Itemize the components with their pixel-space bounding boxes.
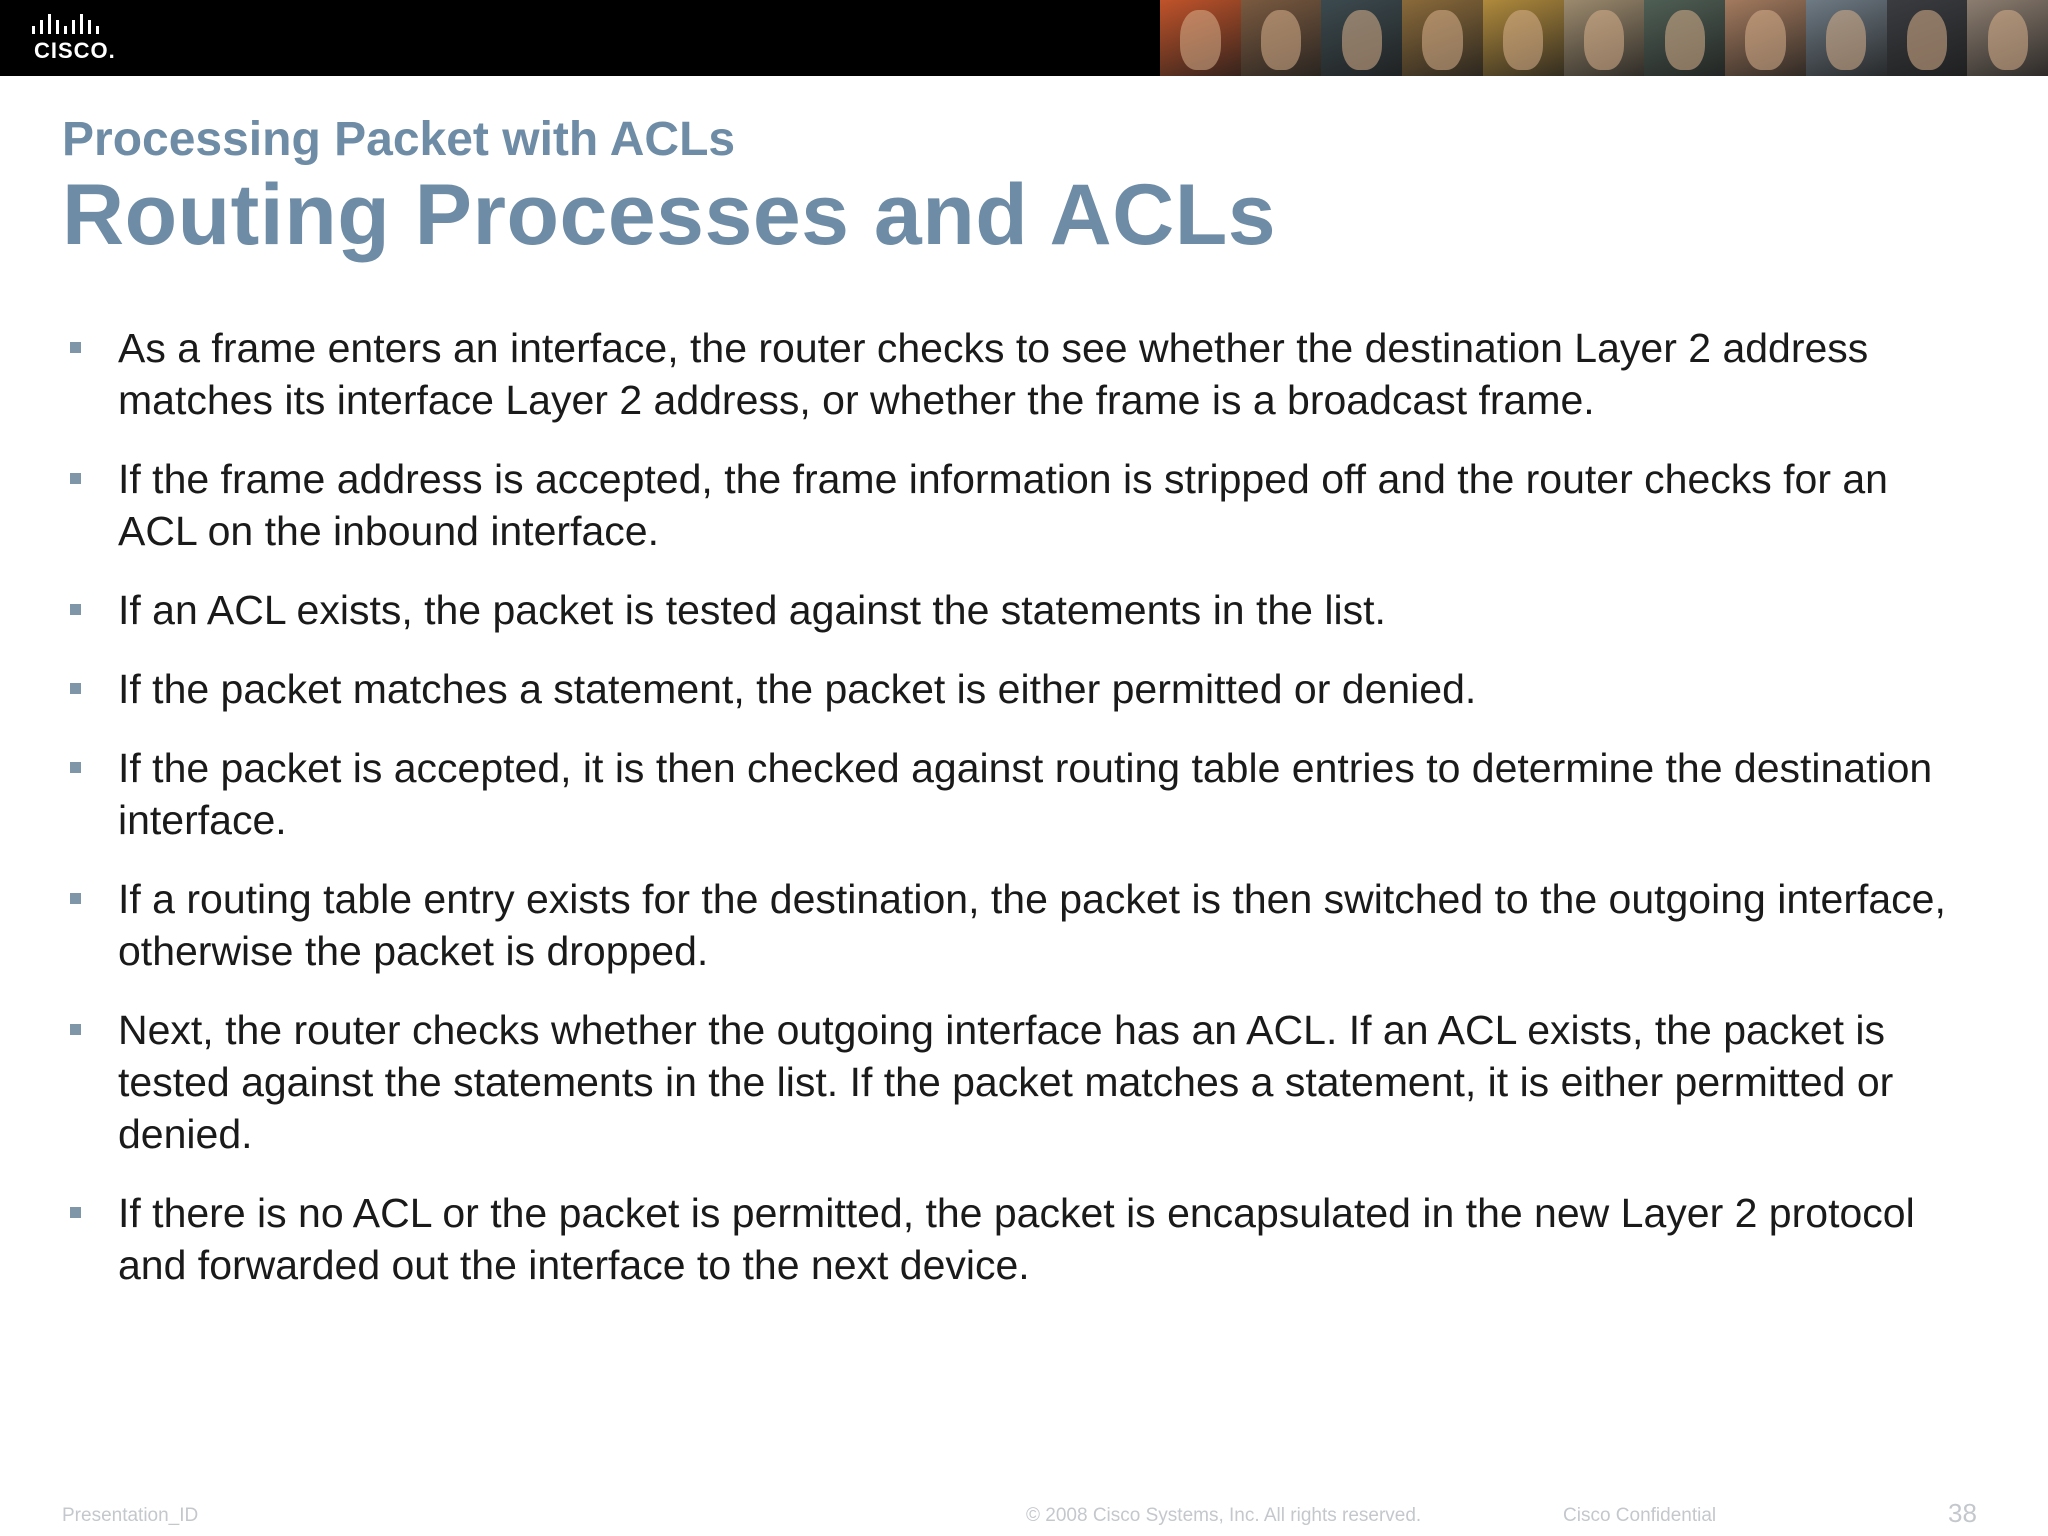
- bullet-text: If a routing table entry exists for the destination, the packet is then switched to the outgoing interface, otherwise the packet is dropped.: [118, 876, 1946, 974]
- photo-4: [1402, 0, 1483, 76]
- photo-10: [1887, 0, 1968, 76]
- photo-7: [1644, 0, 1725, 76]
- bullet-item: [70, 742, 1970, 846]
- photo-figure: [1422, 10, 1462, 70]
- bullet-text: As a frame enters an interface, the router checks to see whether the destination Layer 2 address matches its interface Layer 2 address, or whether the frame is a broadcast frame.: [118, 325, 1869, 423]
- bullet-square-icon: [70, 604, 81, 615]
- bullet-item: [70, 322, 1970, 426]
- photo-figure: [1665, 10, 1705, 70]
- bullet-item: [70, 1004, 1970, 1160]
- slide-subtitle: Processing Packet with ACLs: [62, 113, 736, 166]
- photo-2: [1241, 0, 1322, 76]
- bullet-square-icon: [70, 893, 81, 904]
- bullet-square-icon: [70, 342, 81, 353]
- bullet-item: [70, 453, 1970, 557]
- photo-figure: [1988, 10, 2028, 70]
- photo-figure: [1342, 10, 1382, 70]
- header-photo-strip: [1160, 0, 2048, 76]
- slide-title: Routing Processes and ACLs: [62, 167, 1277, 263]
- photo-figure: [1180, 10, 1220, 70]
- bullet-text: If the frame address is accepted, the frame information is stripped off and the router checks for an ACL on the inbound interface.: [118, 456, 1888, 554]
- photo-3: [1321, 0, 1402, 76]
- cisco-logo-text: CISCO.: [34, 38, 116, 63]
- footer-copyright: © 2008 Cisco Systems, Inc. All rights reserved.: [1026, 1505, 1422, 1526]
- page-number: 38: [1948, 1498, 1977, 1528]
- photo-9: [1806, 0, 1887, 76]
- footer-confidential: Cisco Confidential: [1563, 1505, 1717, 1526]
- bullet-list: [70, 322, 1970, 1318]
- bullet-text: If the packet matches a statement, the packet is either permitted or denied.: [118, 666, 1477, 712]
- bullet-square-icon: [70, 473, 81, 484]
- bullet-item: [70, 873, 1970, 977]
- photo-8: [1725, 0, 1806, 76]
- bullet-text: Next, the router checks whether the outgoing interface has an ACL. If an ACL exists, the packet is tested against the statements in the list. If the packet matches a statement, it is either permitted or denied.: [118, 1007, 1894, 1157]
- bullet-item: [70, 663, 1970, 715]
- footer-presentation-id: Presentation_ID: [62, 1505, 199, 1526]
- photo-figure: [1584, 10, 1624, 70]
- header-banner: [0, 0, 2048, 76]
- photo-figure: [1503, 10, 1543, 70]
- photo-figure: [1907, 10, 1947, 70]
- photo-6: [1564, 0, 1645, 76]
- bullet-item: [70, 584, 1970, 636]
- photo-11: [1967, 0, 2048, 76]
- bullet-square-icon: [70, 1207, 81, 1218]
- photo-figure: [1745, 10, 1785, 70]
- bullet-text: If the packet is accepted, it is then checked against routing table entries to determine the destination interface.: [118, 745, 1933, 843]
- bullet-text: If there is no ACL or the packet is permitted, the packet is encapsulated in the new Layer 2 protocol and forwarded out the interface to the next device.: [118, 1190, 1915, 1288]
- photo-figure: [1261, 10, 1301, 70]
- photo-1: [1160, 0, 1241, 76]
- bullet-text: If an ACL exists, the packet is tested against the statements in the list.: [118, 587, 1386, 633]
- bullet-square-icon: [70, 762, 81, 773]
- bullet-square-icon: [70, 683, 81, 694]
- bullet-item: [70, 1187, 1970, 1291]
- photo-5: [1483, 0, 1564, 76]
- photo-figure: [1826, 10, 1866, 70]
- bullet-square-icon: [70, 1024, 81, 1035]
